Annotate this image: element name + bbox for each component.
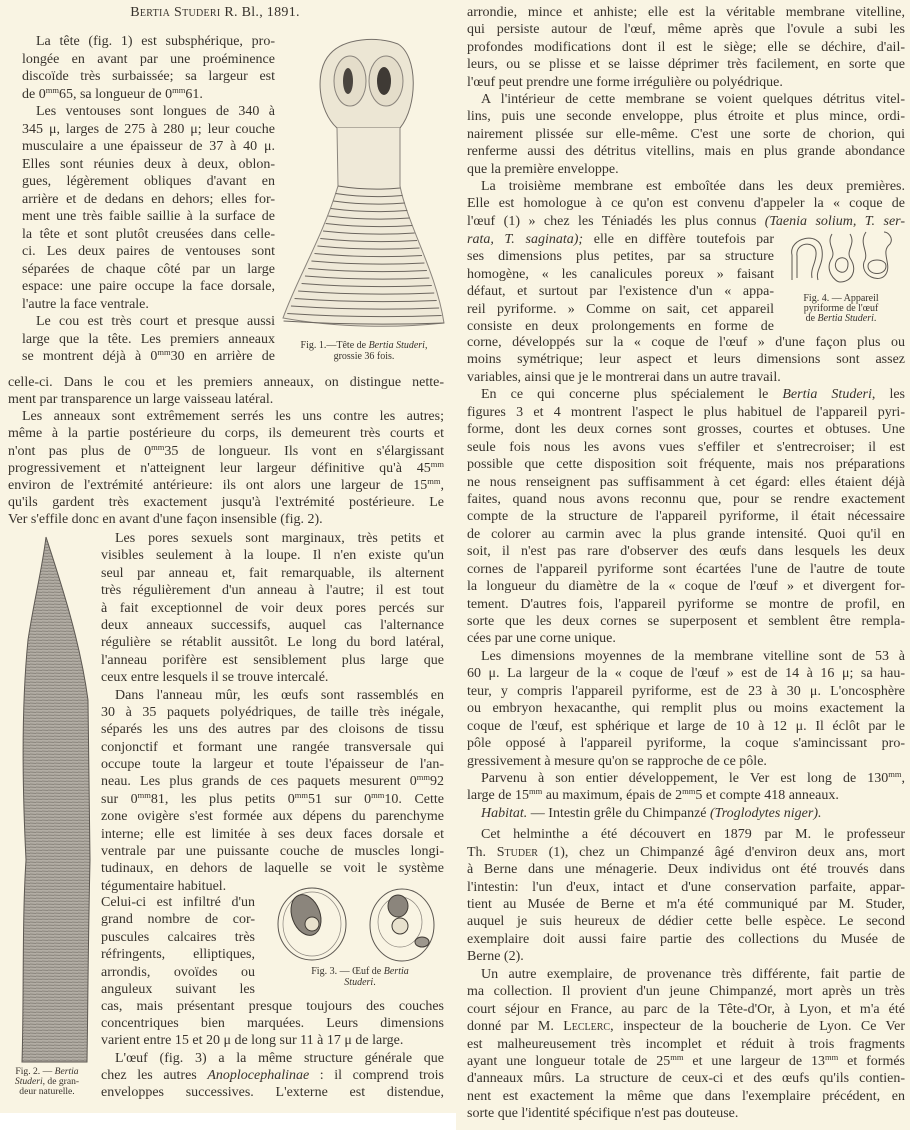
text-line: seul par anneau et, fait remarquable, ils alternent xyxy=(101,565,444,581)
text-line: Un autre exemplaire, de provenance très différente, fait partie de xyxy=(481,966,905,982)
text-span: , de gran- xyxy=(42,1076,80,1087)
text-line: tement. D'autres fois, l'appareil pyriforme se montre de profil, en xyxy=(467,596,905,612)
text-line: sorte que les deux cornes se superposent et semblent être rempla- xyxy=(467,614,905,629)
text-span: l'œuf (1) » chez les Téniadés les plus connus xyxy=(467,213,765,229)
text-line: L'œuf (fig. 3) a la même structure générale que xyxy=(115,1050,444,1066)
caption-line: Fig. 4. — Appareil xyxy=(803,293,879,304)
caption-line: pyriforme de l'œuf xyxy=(803,303,879,314)
text-span: environ de l'extrémité antérieure: ils ont alors une largeur de 15 xyxy=(8,477,428,493)
unit-superscript: mm xyxy=(888,769,902,779)
text-line: seule fois nous les avons vues s'effiler et s'entrecroiser; il est xyxy=(467,439,905,455)
text-line: séparés les uns des autres par des cloisons de tissu xyxy=(101,722,444,738)
unit-superscript: mm xyxy=(528,787,543,797)
text-span: 5 et compte 418 anneaux. xyxy=(695,788,839,804)
text-line: la longueur du diamètre de la « coque de l'œuf » et divergent for- xyxy=(467,579,905,595)
text-line: ment par transparence un large vaisseau latéral. xyxy=(8,392,274,408)
caption-line: grossie 36 fois. xyxy=(333,350,395,362)
text-line: gressivement à mesure qu'on se rapproche de ce pôle. xyxy=(467,753,767,769)
text-line: espace: une paire occupe la face dorsale, xyxy=(22,279,275,294)
text-line: de colorer au carmin avec la plus grande intensité. Quoi qu'il en xyxy=(467,526,905,542)
text-line: exemplaire doit aussi faire partie des collections du Musée de xyxy=(467,931,905,947)
pyriform-shape-2 xyxy=(829,234,853,282)
text-span: Fig. 2. — xyxy=(15,1066,55,1077)
text-span: Bertia Studeri xyxy=(817,313,874,324)
text-line: l'autre la face ventrale. xyxy=(22,296,149,312)
text-line: forme, dont les deux cornes sont grosses, courtes et obtuses. Une xyxy=(467,422,905,438)
pyriform-shape-3 xyxy=(863,232,891,278)
text-line: l'anneau porifère est sensiblement plus large que xyxy=(101,652,444,668)
text-line: corne, développés sur la « coque de l'œuf » d'une façon plus ou xyxy=(467,335,905,350)
text-line: Celui-ci est infiltré d'un xyxy=(101,895,255,910)
text-line: lins, puis une seconde enveloppe, plus étroite et plus mince, ordi- xyxy=(467,109,905,125)
text-line: Le cou est très court et presque aussi xyxy=(36,314,275,329)
text-line: longée en avant par une proéminence xyxy=(22,51,275,67)
text-line: ses dimensions plus petites, par sa structure xyxy=(467,249,774,265)
text-line: qui persiste autour de l'œuf, même après que l'ovule a subi les xyxy=(467,22,905,38)
text-line: Les anneaux sont extrêmement serrés les uns contre les autres; xyxy=(22,409,444,425)
text-line: variables, ainsi que je le montrerai dans un autre travail. xyxy=(467,369,781,385)
text-span: n'ont pas plus de 0 xyxy=(8,443,152,459)
text-line: cées par une corne unique. xyxy=(467,631,616,647)
text-span: Bertia Studeri xyxy=(368,340,425,351)
text-span: Bertia xyxy=(54,1066,79,1077)
text-line: court séjour en France, au parc de la Tête-d'Or, à Lyon, et m'a été xyxy=(467,1001,905,1017)
text-span: , xyxy=(424,340,428,351)
text-line: d'anneaux mûrs. La structure de ceux-ci et des œufs qu'ils contien- xyxy=(467,1071,905,1087)
text-span: 10. Cette xyxy=(384,791,444,807)
text-line: Dans l'anneau mûr, les œufs sont rassemblés en xyxy=(115,687,444,703)
text-line: large que la tête. Les premiers anneaux xyxy=(22,331,275,347)
text-line: l'œuf peut prendre une forme irrégulière ou polyédrique. xyxy=(467,74,783,90)
text-line: profondes modifications dont il est le siège; elle se déchire, d'ail- xyxy=(467,39,905,55)
text-span: 61. xyxy=(185,86,203,102)
unit-superscript: mm xyxy=(430,459,444,469)
text-line: consiste en deux prolongements en forme de xyxy=(467,318,774,334)
text-span: ayant une longueur totale de 25 xyxy=(467,1053,671,1069)
text-line: ci. Les deux paires de ventouses sont xyxy=(22,244,275,259)
text-span: large de 15 xyxy=(467,788,529,804)
text-line: moins symétrique; leur aspect et leurs dimensions sont assez xyxy=(467,352,905,368)
text-line: puscules calcaires très xyxy=(101,929,255,945)
unit-superscript: mm xyxy=(294,790,308,800)
text-span: : il comprend trois xyxy=(309,1067,444,1083)
text-span: rata, T. saginata); xyxy=(467,232,584,247)
text-line: tégumentaire habituel. xyxy=(101,878,227,894)
text-line: séparées de chaque côté par un large xyxy=(22,261,275,277)
text-line: Berne (2). xyxy=(467,949,524,965)
unit-superscript: mm xyxy=(157,348,171,357)
text-line: Les pores sexuels sont marginaux, très petits et xyxy=(115,531,444,546)
unit-superscript: mm xyxy=(371,790,385,800)
unit-superscript: mm xyxy=(427,476,441,486)
text-line: très régulièrement d'un anneau à l'autre; il est tout xyxy=(101,583,444,599)
text-span: 30 en arrière de xyxy=(170,349,275,364)
text-line: arrondis, ovoïdes ou xyxy=(101,964,255,980)
text-line: celle-ci. Dans le cou et les premiers anneaux, on distingue nette- xyxy=(8,375,444,390)
text-line: régulière se rétablit aussitôt. Le long du bord latéral, xyxy=(101,635,444,651)
text-span: Bertia xyxy=(383,966,409,977)
text-line: Cet helminthe a été découvert en 1879 par M. le professeur xyxy=(481,827,905,843)
text-span: 81, les plus petits 0 xyxy=(150,791,295,807)
text-line: renferme aussi des détritus vitellins, mais en plus grande abondance xyxy=(467,144,905,160)
text-line: 345 μ, larges de 275 à 280 μ; leur couche xyxy=(22,121,275,137)
text-span: donné par M. xyxy=(467,1019,564,1035)
text-line: arrière et de dedans en dehors; elles for- xyxy=(22,191,275,207)
text-line: interne; elle est limitée à ses deux faces dorsale et xyxy=(101,826,444,842)
text-line: Elle est homologue à ce qu'on est convenu d'appeler la « coque de xyxy=(467,196,905,212)
text-line: teur, y compris l'appareil pyriforme, est de 23 à 30 μ. L'oncosphère xyxy=(467,683,905,699)
text-line: gues, légèrement obliques d'avant en xyxy=(22,174,275,189)
text-line: tient au Musée de Berne et m'a été communiqué par M. Studer, xyxy=(467,897,905,912)
text-line: reil pyriforme. » Comme on sait, cet appareil xyxy=(467,301,774,317)
text-line: musculaire a une épaisseur de 37 à 40 μ. xyxy=(22,139,275,154)
text-span: de xyxy=(805,313,818,324)
text-line: figures 3 et 4 montrent l'aspect le plus habituel de l'appareil pyri- xyxy=(467,404,905,420)
text-span: . xyxy=(373,976,376,988)
text-line: A l'intérieur de cette membrane se voient quelques détritus vitel- xyxy=(481,91,905,107)
text-line: ou embryon hexacanthe, qui remplit plus ou moins exactement la xyxy=(467,701,905,717)
text-span: Leclerc xyxy=(563,1019,611,1035)
text-line: homogène, « les canalicules poreux » faisant xyxy=(467,266,774,282)
text-span: Fig. 3. — Œuf de xyxy=(311,966,384,977)
text-span: Bertia Studeri xyxy=(782,387,872,403)
text-line: la tête et sont plutôt creusées dans celle- xyxy=(22,226,275,242)
text-line: varient entre 15 et 20 μ de long sur 11 à 17 μ de large. xyxy=(101,1033,404,1049)
text-line: La troisième membrane est emboîtée dans les deux premières. xyxy=(481,178,905,194)
unit-superscript: mm xyxy=(137,790,151,800)
text-span: et formés xyxy=(838,1053,905,1069)
text-line: à fait exceptionnel de voir deux pores percés sur xyxy=(101,600,444,616)
text-span: (Taenia solium, T. ser- xyxy=(764,213,905,229)
text-line: compte de la structure de l'appareil pyriforme, il était nécessaire xyxy=(467,509,905,525)
text-span: elle en diffère toutefois par xyxy=(583,232,774,247)
text-span: neau. Les plus grands de ces paquets mesurent 0 xyxy=(101,774,417,790)
text-span: , xyxy=(440,477,444,493)
text-line: 30 à 35 paquets polyédriques, de taille très inégale, xyxy=(101,704,444,720)
text-line: ma collection. Il provient d'un jeune Chimpanzé, mort après un très xyxy=(467,984,905,1000)
text-span: . xyxy=(873,313,877,324)
text-span: 51 sur 0 xyxy=(307,791,372,807)
text-span: Bertia Studeri xyxy=(130,5,221,20)
text-span: Parvenu à son entier développement, le Ver est long de 130 xyxy=(481,770,889,786)
text-line: auquel je suis heureux de dédier cette belle espèce. Le second xyxy=(467,914,905,930)
unit-superscript: mm xyxy=(151,442,165,452)
text-line: défaut, et surtout par l'existence d'un « appa- xyxy=(467,284,774,300)
text-line: leurs, ou se plisse et se laisse déprimer très facilement, en sorte que xyxy=(467,57,905,73)
text-line: que la première enveloppe. xyxy=(467,161,619,177)
text-line: possible que cette disposition soit fréquente, mais nos préparations xyxy=(467,457,905,473)
unit-superscript: mm xyxy=(416,773,430,783)
pyriform-shape-1 xyxy=(792,238,823,280)
text-line: Les dimensions moyennes de la membrane vitelline sont de 53 à xyxy=(481,648,905,664)
text-line: réfringents, elliptiques, xyxy=(101,947,255,963)
caption-line: deur naturelle. xyxy=(19,1086,75,1097)
text-span: se montrent déjà à 0 xyxy=(22,349,158,364)
text-line: coque de l'œuf, est sphérique et large de 10 à 12 μ. Il éclôt par le xyxy=(467,718,905,734)
text-span: Fig. 1.—Tête de xyxy=(300,340,369,351)
text-span: et une largeur de 13 xyxy=(683,1053,825,1069)
text-line: discoïde très surbaissée; sa largeur est xyxy=(22,69,275,84)
unit-superscript: mm xyxy=(682,787,696,797)
text-line: grand nombre de cor- xyxy=(101,912,255,928)
text-line: nairement plissée sur elle-même. C'est une sorte de chorion, qui xyxy=(467,126,905,142)
text-line: sorte que l'identité spécifique n'est pas douteuse. xyxy=(467,1106,739,1122)
text-span: , les xyxy=(871,387,905,403)
text-line: 60 μ. La largeur de la « coque de l'œuf » est de 14 à 16 μ; sa hau- xyxy=(467,666,905,682)
text-span: — Intestin grêle du Chimpanzé xyxy=(527,805,711,821)
text-span: , xyxy=(901,770,905,786)
text-line: La tête (fig. 1) est subsphérique, pro- xyxy=(36,34,275,49)
text-line: Elles sont réunies deux à deux, oblon- xyxy=(22,156,275,172)
text-line: Les ventouses sont longues de 340 à xyxy=(36,104,275,119)
text-line: cas, mais présentant presque toujours des couches xyxy=(101,999,444,1014)
text-line: enveloppes successives. L'externe est distendue, xyxy=(101,1084,444,1100)
text-line: zone ovigère s'est formée aux dépens du parenchyme xyxy=(101,809,444,825)
text-line: ne nous renseignent pas suffisamment à cet égard: elles étaient déjà xyxy=(467,474,905,490)
unit-superscript: mm xyxy=(45,85,59,95)
text-line: concentriques bien marquées. Leurs dimensions xyxy=(101,1016,444,1032)
text-line: qu'ils gardent très exactement jusqu'à l'extrémité postérieure. Le xyxy=(8,494,444,510)
text-line: faites, quand nous avons reconnu que, pour se rendre exactement xyxy=(467,491,905,507)
text-line: l'intestin: l'un d'eux, intact et d'une conservation parfaite, appar- xyxy=(467,879,905,895)
text-line: Ver s'effile donc en avant d'une façon insensible (fig. 2). xyxy=(8,512,323,528)
text-line: ceux entre lesquels il se trouve intercalé. xyxy=(101,670,329,686)
text-line: à Berne dans une ménagerie. Deux individus ont été trouvés dans xyxy=(467,862,905,878)
text-span: Habitat. xyxy=(481,805,528,821)
text-line: arrondie, mince et anhiste; elle est la véritable membrane vitelline, xyxy=(467,5,905,20)
text-span: 92 xyxy=(430,774,444,790)
text-span: 35 de longueur. Ils vont en s'élargissant xyxy=(164,443,444,459)
text-span: Anoplocephalinae xyxy=(207,1067,310,1083)
text-line: nent est exactement la même que dans l'exemplaire précédent, en xyxy=(467,1088,905,1104)
text-span: 65, sa longueur de 0 xyxy=(58,86,173,102)
unit-superscript: mm xyxy=(824,1052,839,1062)
text-span: au maximum, épais de 2 xyxy=(542,788,683,804)
text-span: (1), chez un Chimpanzé âgé d'environ deux ans, mort xyxy=(537,844,905,860)
unit-superscript: mm xyxy=(172,85,186,95)
unit-superscript: mm xyxy=(670,1052,684,1062)
text-span: Studer xyxy=(496,844,538,860)
text-line: ventrale par une puissante couche de muscles longi- xyxy=(101,844,444,860)
text-span: Th. xyxy=(467,844,497,860)
text-line: est malheureusement très incomplet et réduit à trois fragments xyxy=(467,1036,905,1052)
text-span: (Troglodytes niger). xyxy=(710,805,822,821)
text-span: progressivement et n'atteignent leur largeur définitive qu'à 45 xyxy=(8,460,431,476)
text-span: , inspecteur de la boucherie de Lyon. Ce Ver xyxy=(610,1019,905,1035)
text-line: pôle opposé à l'appareil pyriforme, la coque s'amincissant pro- xyxy=(467,736,905,752)
text-span: Studeri xyxy=(14,1076,43,1087)
text-line: soit, il n'est pas rare d'observer des œufs dans lesquels les deux xyxy=(467,544,905,560)
text-span: sur 0 xyxy=(101,791,138,807)
text-span: de 0 xyxy=(22,86,46,102)
text-span: chez les autres xyxy=(101,1067,208,1083)
text-span: R. Bl., 1891. xyxy=(220,5,300,20)
text-line: tudinaux, en dehors de laquelle se voit le système xyxy=(101,861,444,877)
text-line: même à la partie postérieure du corps, ils demeurent très courts et xyxy=(8,426,444,442)
text-line: occupe toute la largeur et toute l'épaisseur de l'an- xyxy=(101,757,444,773)
text-span: Studeri xyxy=(344,976,374,988)
text-line: visibles seulement à la loupe. Il n'en existe qu'un xyxy=(101,548,444,564)
text-line: cornes de l'appareil pyriforme sont écartées l'une de l'autre de toute xyxy=(467,561,905,577)
text-line: anguleux suivant les xyxy=(101,981,255,997)
text-line: conjonctif et formant une rangée transversale qui xyxy=(101,739,444,755)
text-line: ment une très faible saillie à la surface de xyxy=(22,209,275,224)
text-line: deux anneaux successifs, auquel cas l'alternance xyxy=(101,617,444,633)
text-span: En ce qui concerne plus spécialement le xyxy=(481,387,783,403)
